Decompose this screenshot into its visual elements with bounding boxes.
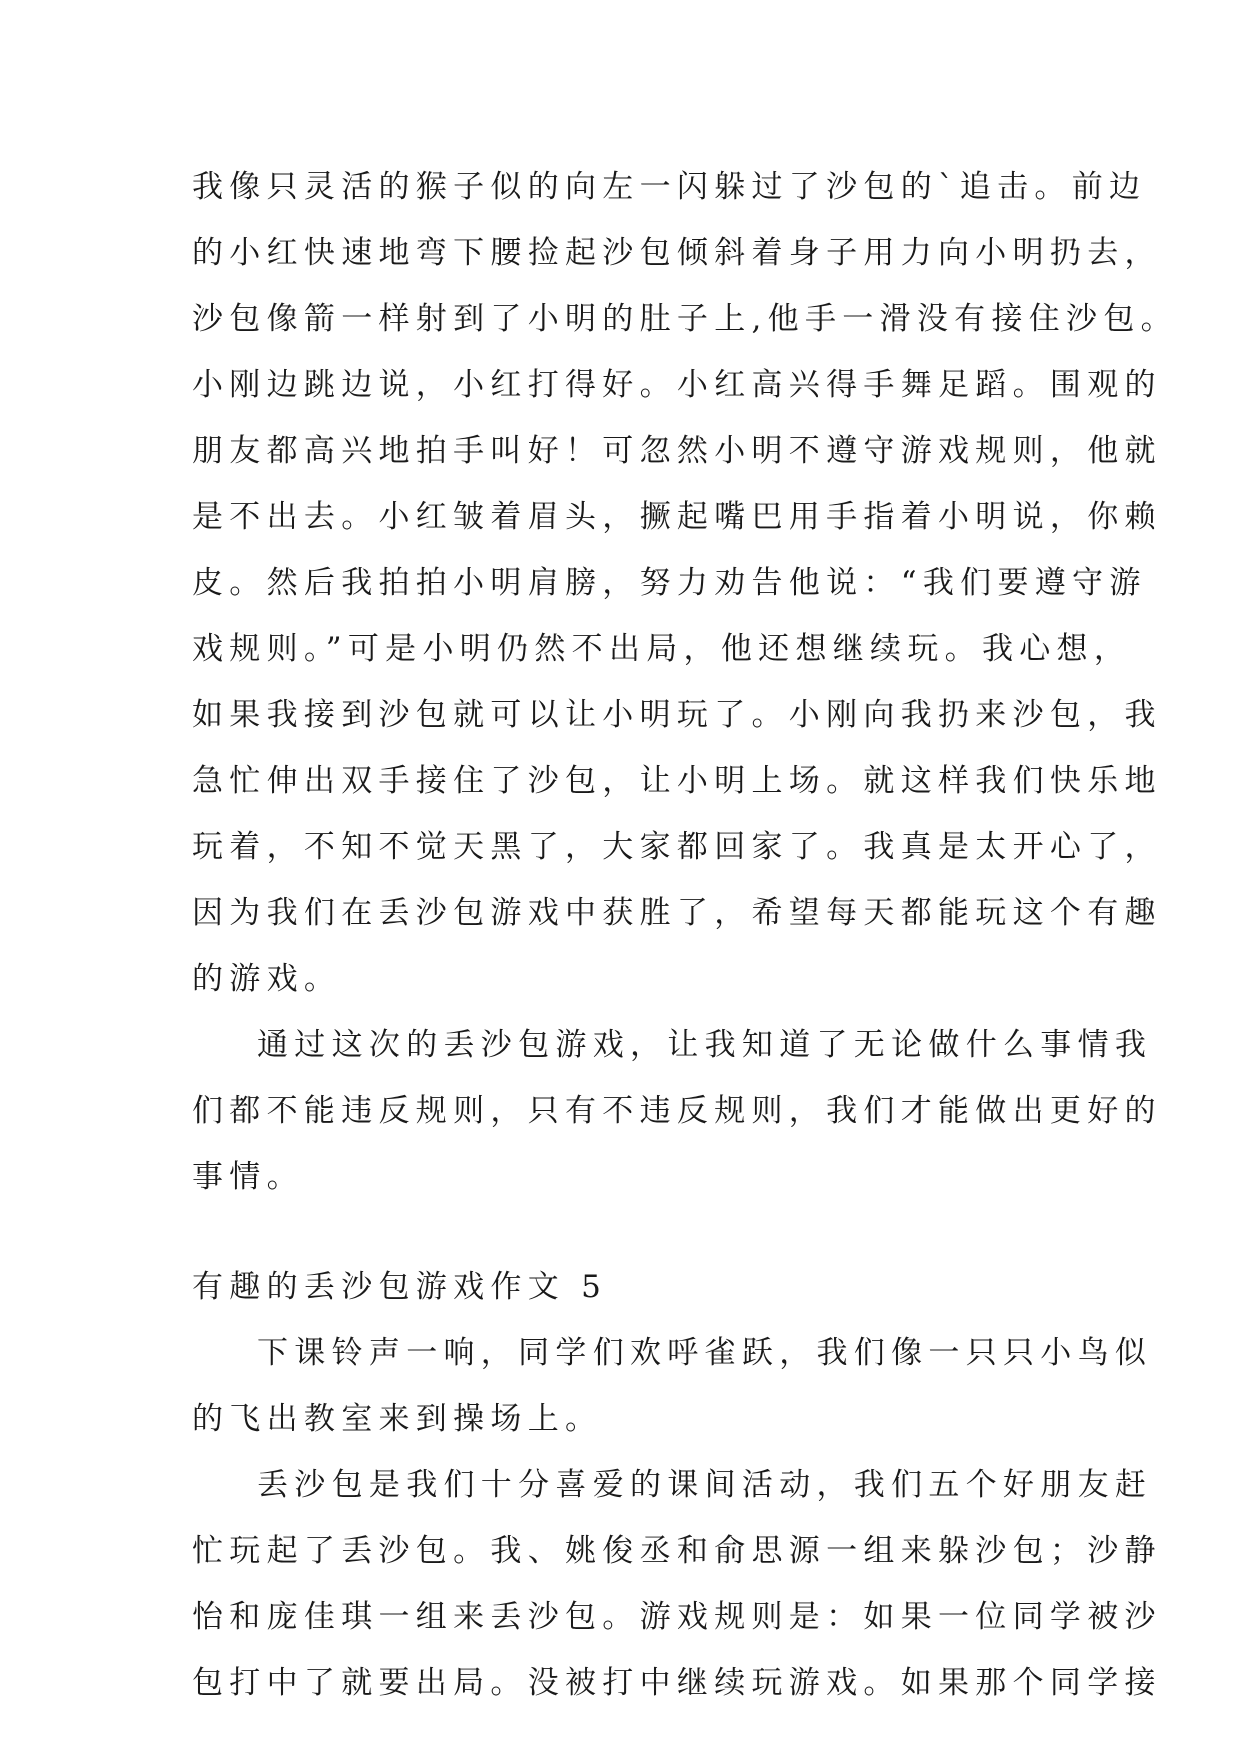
text-line: 怡和庞佳琪一组来丢沙包。游戏规则是：如果一位同学被沙: [192, 1599, 1162, 1635]
text-line: 是不出去。小红皱着眉头，撅起嘴巴用手指着小明说，你赖: [192, 499, 1162, 535]
text-line: 我像只灵活的猴子似的向左一闪躲过了沙包的`追击。前边: [192, 169, 1147, 205]
text-line: 戏规则。”可是小明仍然不出局，他还想继续玩。我心想，: [192, 631, 1132, 667]
text-line: 们都不能违反规则，只有不违反规则，我们才能做出更好的: [192, 1093, 1162, 1129]
text-line: 包打中了就要出局。没被打中继续玩游戏。如果那个同学接: [192, 1665, 1162, 1701]
text-line: 事情。: [192, 1159, 304, 1195]
text-line: 沙包像箭一样射到了小明的肚子上,他手一滑没有接住沙包。: [192, 301, 1178, 337]
text-line: 玩着，不知不觉天黑了，大家都回家了。我真是太开心了，: [192, 829, 1162, 865]
text-line: 急忙伸出双手接住了沙包，让小明上场。就这样我们快乐地: [192, 763, 1162, 799]
text-line: 朋友都高兴地拍手叫好！可忽然小明不遵守游戏规则，他就: [192, 433, 1162, 469]
text-line: 皮。然后我拍拍小明肩膀，努力劝告他说：“我们要遵守游: [192, 565, 1147, 601]
text-line: 通过这次的丢沙包游戏，让我知道了无论做什么事情我: [257, 1027, 1153, 1063]
text-line: 的小红快速地弯下腰捡起沙包倾斜着身子用力向小明扔去，: [192, 235, 1162, 271]
text-line: 小刚边跳边说，小红打得好。小红高兴得手舞足蹈。围观的: [192, 367, 1162, 403]
text-line: 的飞出教室来到操场上。: [192, 1401, 603, 1437]
text-line: 下课铃声一响，同学们欢呼雀跃，我们像一只只小鸟似: [257, 1335, 1153, 1371]
text-line: 忙玩起了丢沙包。我、姚俊丞和俞思源一组来躲沙包；沙静: [192, 1533, 1162, 1569]
text-line: 丢沙包是我们十分喜爱的课间活动，我们五个好朋友赶: [257, 1467, 1153, 1503]
section-heading: 有趣的丢沙包游戏作文 5: [192, 1269, 608, 1305]
text-line: 因为我们在丢沙包游戏中获胜了，希望每天都能玩这个有趣: [192, 895, 1162, 931]
text-line: 如果我接到沙包就可以让小明玩了。小刚向我扔来沙包，我: [192, 697, 1162, 733]
text-line: 的游戏。: [192, 961, 342, 997]
